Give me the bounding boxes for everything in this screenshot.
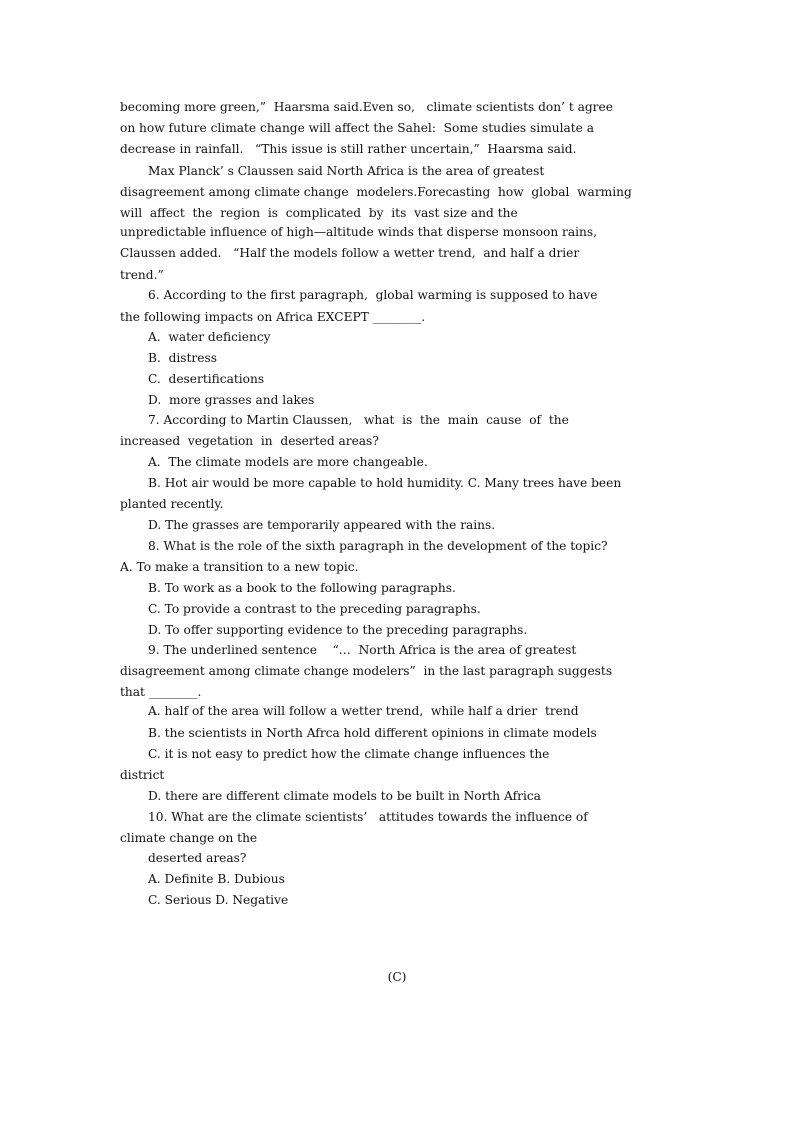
question-6-option-b: B. distress (148, 351, 217, 365)
question-9-option-c: C. it is not easy to predict how the climate change influences the (148, 747, 550, 761)
question-10-stem: 10. What are the climate scientists’ attitudes towards the influence of (148, 810, 588, 824)
question-6-option-c: C. desertifications (148, 372, 265, 386)
passage-line: Claussen added. “Half the models follow a wetter trend, and half a drier (120, 246, 580, 260)
passage-line: disagreement among climate change modelers.Forecasting how global warming (120, 185, 632, 199)
question-8-option-b: B. To work as a book to the following paragraphs. (148, 581, 456, 595)
passage-line: will affect the region is complicated by its vast size and the (120, 206, 518, 220)
question-7-option-d: D. The grasses are temporarily appeared with the rains. (148, 518, 496, 532)
passage-line: Max Planck’ s Claussen said North Africa is the area of greatest (148, 164, 545, 178)
question-7-stem: 7. According to Martin Claussen, what is the main cause of the (148, 413, 569, 427)
passage-line: unpredictable influence of high—altitude winds that disperse monsoon rains, (120, 225, 598, 239)
question-6-option-d: D. more grasses and lakes (148, 393, 315, 407)
question-7-stem: increased vegetation in deserted areas? (120, 434, 379, 448)
question-6-option-a: A. water deficiency (148, 330, 271, 344)
section-label: (C) (387, 970, 407, 984)
question-9-stem: that ________. (120, 685, 202, 699)
question-6-stem: the following impacts on Africa EXCEPT ________. (120, 310, 426, 324)
passage-line: decrease in rainfall. “This issue is still rather uncertain,” Haarsma said. (120, 142, 577, 156)
question-6-stem: 6. According to the first paragraph, global warming is supposed to have (148, 288, 598, 302)
question-8-option-a: A. To make a transition to a new topic. (120, 560, 359, 574)
question-9-option-a: A. half of the area will follow a wetter trend, while half a drier trend (148, 704, 579, 718)
question-10-options-cd: C. Serious D. Negative (148, 893, 289, 907)
question-8-option-c: C. To provide a contrast to the preceding paragraphs. (148, 602, 481, 616)
question-9-option-b: B. the scientists in North Afrca hold different opinions in climate models (148, 726, 597, 740)
passage-line: on how future climate change will affect the Sahel: Some studies simulate a (120, 121, 595, 135)
question-9-stem: disagreement among climate change modelers” in the last paragraph suggests (120, 664, 613, 678)
question-8-option-d: D. To offer supporting evidence to the preceding paragraphs. (148, 623, 528, 637)
question-10-stem: climate change on the (120, 831, 258, 845)
question-9-option-d: D. there are different climate models to be built in North Africa (148, 789, 541, 803)
question-10-stem: deserted areas? (148, 851, 247, 865)
question-8-stem: 8. What is the role of the sixth paragraph in the development of the topic? (148, 539, 608, 553)
question-7-option-c: planted recently. (120, 497, 224, 511)
passage-line: trend.” (120, 268, 164, 282)
passage-line: becoming more green,” Haarsma said.Even so, climate scientists don’ t agree (120, 100, 613, 114)
question-7-option-a: A. The climate models are more changeable. (148, 455, 428, 469)
question-10-options-ab: A. Definite B. Dubious (148, 872, 285, 886)
question-9-option-c: district (120, 768, 165, 782)
question-9-stem: 9. The underlined sentence “… North Africa is the area of greatest (148, 643, 577, 657)
question-7-option-b: B. Hot air would be more capable to hold humidity. C. Many trees have been (148, 476, 622, 490)
